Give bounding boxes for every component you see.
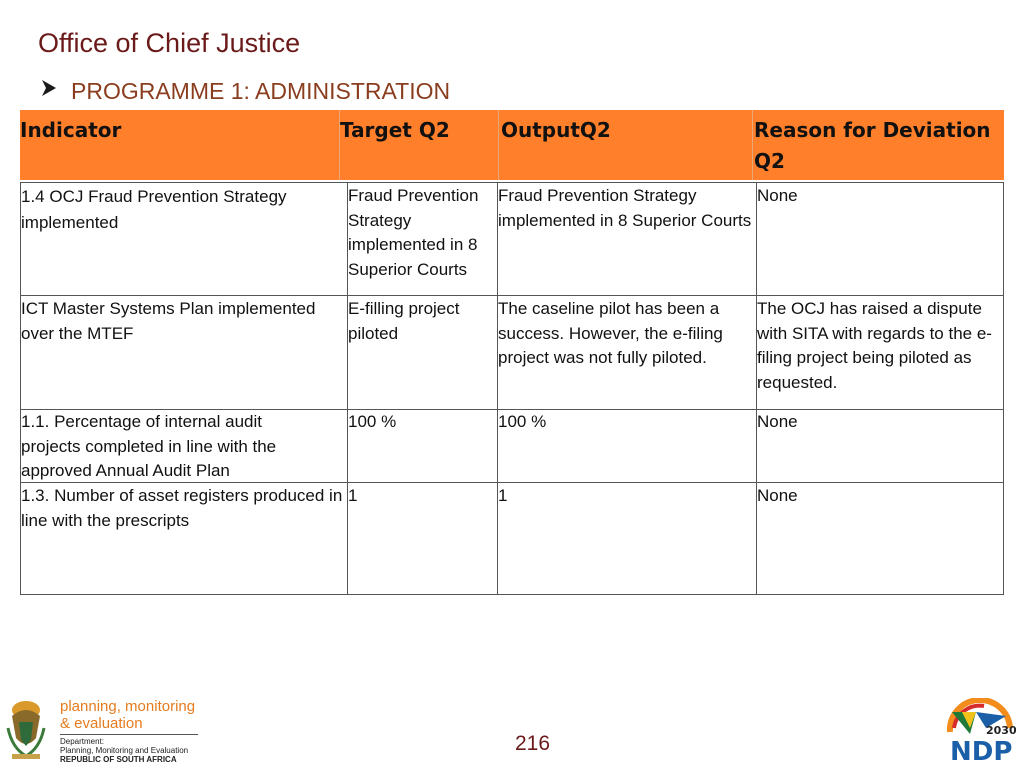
row3-target: 100 % xyxy=(348,412,397,431)
row4-reason: None xyxy=(757,486,798,505)
table-header xyxy=(20,110,1004,180)
dept-label: Department: xyxy=(60,737,105,746)
dpme-tagline-1: planning, monitoring xyxy=(60,698,196,715)
row2-target: E-filling project piloted xyxy=(348,299,460,343)
dpme-divider xyxy=(60,734,198,735)
row-divider xyxy=(21,295,1003,296)
row3-output: 100 % xyxy=(498,412,547,431)
row2-reason: The OCJ has raised a dispute with SITA with regards to the e-filing project being piloted as requested. xyxy=(757,299,992,392)
dpme-tagline-2: & evaluation xyxy=(60,715,143,732)
dept-name: Planning, Monitoring and Evaluation xyxy=(60,746,189,755)
data-table xyxy=(20,182,1004,595)
country-label: REPUBLIC OF SOUTH AFRICA xyxy=(60,755,177,764)
header-indicator: Indicator xyxy=(20,118,122,142)
programme-subtitle: PROGRAMME 1: ADMINISTRATION xyxy=(71,78,451,104)
arrow-bullet-icon xyxy=(40,79,58,97)
subtitle-row xyxy=(40,78,450,105)
row2-output: The caseline pilot has been a success. However, the e-filing project was not fully piloted. xyxy=(498,299,723,367)
row1-output: Fraud Prevention Strategy implemented in 8 Superior Courts xyxy=(498,186,752,230)
row3-indicator: 1.1. Percentage of internal audit projects completed in line with the approved Annual Audit Plan xyxy=(21,412,277,480)
ndp-year: 2030 xyxy=(986,724,1016,737)
row4-output: 1 xyxy=(498,486,508,505)
header-divider xyxy=(498,110,499,180)
row4-indicator: 1.3. Number of asset registers produced in line with the prescripts xyxy=(21,486,343,530)
row1-target: Fraud Prevention Strategy implemented in 8 Superior Courts xyxy=(348,186,479,279)
header-target: Target Q2 xyxy=(340,118,450,142)
header-output: OutputQ2 xyxy=(501,118,611,142)
row4-target: 1 xyxy=(348,486,358,505)
ndp-text: NDP xyxy=(950,737,1013,762)
slide-title: Office of Chief Justice xyxy=(38,28,301,58)
column-divider xyxy=(497,183,498,594)
row3-reason: None xyxy=(757,412,798,431)
row1-reason: None xyxy=(757,186,798,205)
row1-indicator: 1.4 OCJ Fraud Prevention Strategy implemented xyxy=(21,187,287,232)
ndp-emblem-icon xyxy=(946,698,1016,762)
page-number: 216 xyxy=(515,732,551,755)
coat-of-arms-icon xyxy=(2,698,50,762)
row2-indicator: ICT Master Systems Plan implemented over the MTEF xyxy=(21,299,316,343)
header-reason: Reason for Deviation Q2 xyxy=(754,118,991,173)
header-divider xyxy=(752,110,753,180)
ndp-2030-logo xyxy=(946,698,1016,767)
